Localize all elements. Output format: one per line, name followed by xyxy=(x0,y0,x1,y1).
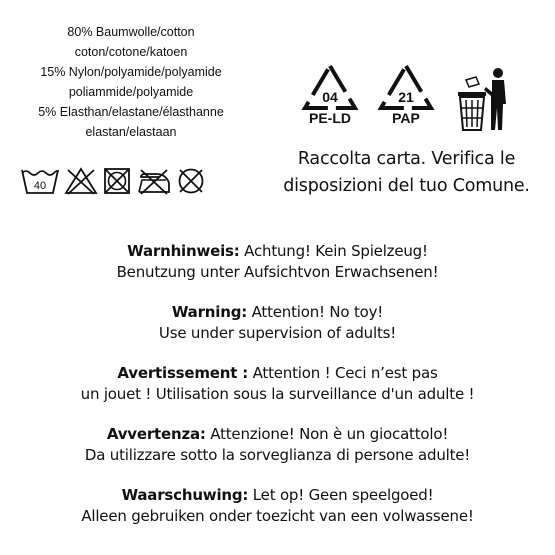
recycling-symbols xyxy=(298,62,510,138)
warning-french xyxy=(0,363,555,405)
warning-italian xyxy=(0,424,555,466)
recycling-pe-ld xyxy=(298,62,362,126)
recycle-code: 21 xyxy=(398,89,414,105)
disposal-instructions xyxy=(258,146,555,200)
disposal-line: disposizioni del tuo Comune. xyxy=(283,176,530,196)
warning-text: Da utilizzare sotto la sorveglianza di persone adulte! xyxy=(84,446,471,464)
disposal-line: Raccolta carta. Verifica le xyxy=(297,149,516,169)
warning-dutch xyxy=(0,485,555,527)
warning-german xyxy=(0,241,555,283)
warning-text: Attention! No toy! xyxy=(247,303,384,321)
warning-text: Achtung! Kein Spielzeug! xyxy=(239,242,428,260)
recycle-triangle-icon xyxy=(301,62,359,112)
recycle-code: 04 xyxy=(322,89,338,105)
warning-heading: Avertissement : xyxy=(117,364,249,382)
recycle-label: PAP xyxy=(392,110,420,126)
warning-heading: Warnhinweis: xyxy=(127,242,240,260)
fabric-composition xyxy=(0,22,262,142)
warnings-section xyxy=(0,241,555,546)
composition-line: elastan/elastaan xyxy=(85,125,177,139)
no-tumble-dry-icon xyxy=(102,166,132,196)
warning-text: Attenzione! Non è un giocattolo! xyxy=(205,425,449,443)
warning-text: Benutzung unter Aufsichtvon Erwachsenen! xyxy=(116,263,439,281)
wash-40-icon xyxy=(20,166,60,196)
recycle-label: PE-LD xyxy=(309,110,351,126)
warning-text: Let op! Geen speelgoed! xyxy=(248,486,434,504)
warning-text: Use under supervision of adults! xyxy=(158,324,397,342)
warning-english xyxy=(0,302,555,344)
composition-line: 5% Elasthan/elastane/élasthanne xyxy=(38,105,224,119)
composition-line: 80% Baumwolle/cotton xyxy=(67,25,195,39)
wash-temperature: 40 xyxy=(33,180,47,192)
waste-bin-person-icon xyxy=(454,66,510,138)
warning-heading: Avvertenza: xyxy=(106,425,206,443)
warning-text: Alleen gebruiken onder toezicht van een volwassene! xyxy=(81,507,474,525)
composition-line: 15% Nylon/polyamide/polyamide xyxy=(40,65,222,79)
no-bleach-icon xyxy=(64,166,98,196)
no-dry-clean-icon xyxy=(176,166,206,196)
warning-heading: Waarschuwing: xyxy=(121,486,249,504)
no-ironing-icon xyxy=(136,166,172,196)
recycle-triangle-icon xyxy=(377,62,435,112)
recycling-pap xyxy=(374,62,438,126)
warning-text: Attention ! Ceci n’est pas xyxy=(248,364,438,382)
warning-heading: Warning: xyxy=(171,303,248,321)
warning-text: un jouet ! Utilisation sous la surveillance d'un adulte ! xyxy=(80,385,475,403)
composition-line: coton/cotone/katoen xyxy=(74,45,188,59)
care-symbols xyxy=(20,164,206,198)
composition-line: poliammide/polyamide xyxy=(68,85,194,99)
